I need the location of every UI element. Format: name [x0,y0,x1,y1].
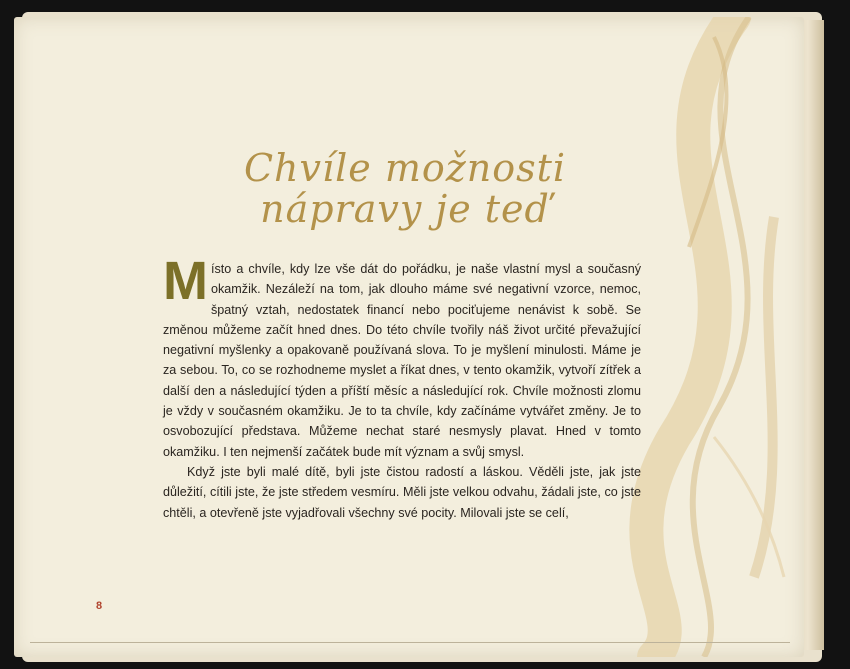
page-number: 8 [96,600,103,612]
page-title [240,148,570,230]
title-line-2: nápravy je teď [260,187,550,231]
drop-cap: M [163,251,208,311]
title-line-1: Chvíle možnosti [243,146,567,190]
page-bottom-edge [30,642,790,643]
body-text [163,251,641,523]
paragraph-1 [163,251,641,462]
paragraph-2: Když jste byli malé dítě, byli jste čistou radostí a láskou. Věděli jste, jak jste důležití, cítili jste, že jste středem vesmíru. Měli jste velkou odvahu, žádali jste, co jste chtěli, a otevřeně jste vyjadřovali všechny své pocity. Milovali jste se celí, [163,464,641,520]
paragraph-1-text: ísto a chvíle, kdy lze vše dát do pořádku, je naše vlastní mysl a současný okamžik. Nezáleží na tom, jak dlouho máme své negativní vzorce, nemoc, špatný vztah, nedostatek financí nebo pociťujeme nenávist k sobě. Se změnou můžeme začít hned dnes. Do této chvíle tvořily náš život určité převažující negativní myšlenky a opakovaně používaná slova. To je myšlení minulosti. Máme je za sebou. To, co se rozhodneme myslet a říkat dnes, v tento okamžik, vytvoří zítřek a další den a následující týden a příští měsíc a následující rok. Chvíle možnosti zlomu je vždy v současném okamžiku. Je to ta chvíle, kdy začínáme vytvářet změny. Je to osvobozující představa. Můžeme nechat staré nesmysly plavat. Hned v tomto okamžiku. I ten nejmenší začátek bude mít význam a svůj smysl. [163,262,641,459]
